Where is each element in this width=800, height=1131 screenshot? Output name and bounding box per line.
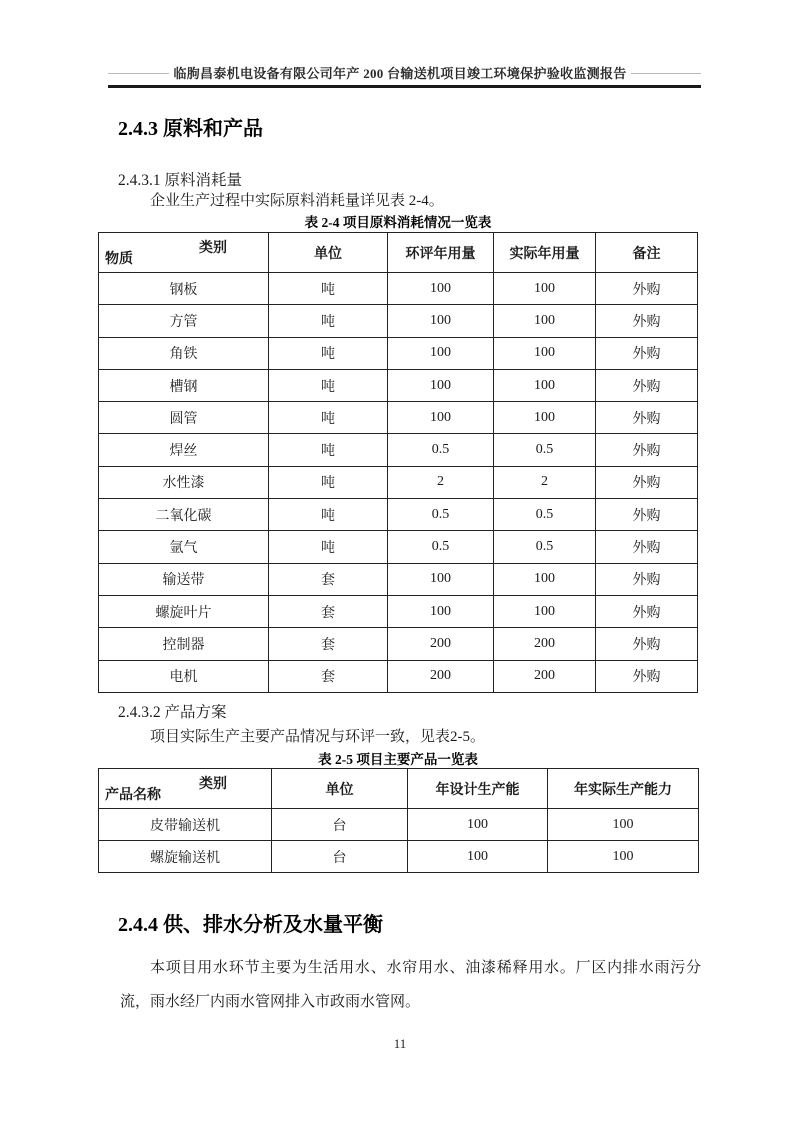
heading-2-4-3-2: 2.4.3.2 产品方案 [118,704,227,721]
table-cell: 套 [269,628,388,660]
heading-2-4-3-1: 2.4.3.1 原料消耗量 [118,172,243,189]
table-2-4-header-remark: 备注 [596,233,698,273]
table-cell: 吨 [269,369,388,401]
table-cell: 外购 [596,660,698,692]
table-2-5-header-unit: 单位 [272,769,408,809]
heading-2-4-3: 2.4.3 原料和产品 [118,118,263,140]
table-cell: 100 [408,841,548,873]
table-2-5-corner-cell [99,769,272,809]
table-2-4-corner-cell [99,233,269,273]
document-header-title-text: 临朐昌泰机电设备有限公司年产 200 台输送机项目竣工环境保护验收监测报告 [169,66,630,81]
document-header-title [10,66,790,82]
table-row [99,337,698,369]
table-cell: 电机 [99,660,269,692]
table-cell: 100 [494,305,596,337]
table-cell: 200 [494,660,596,692]
header-rule [108,85,701,88]
table-cell: 100 [388,337,494,369]
table-row [99,434,698,466]
table-cell: 0.5 [494,434,596,466]
table-cell: 外购 [596,466,698,498]
table-cell: 吨 [269,466,388,498]
table-cell: 100 [408,809,548,841]
table-cell: 套 [269,595,388,627]
table-2-5-header-design-capacity: 年设计生产能 [408,769,548,809]
table-2-4-raw-materials [98,232,698,693]
paragraph-product-plan: 项目实际生产主要产品情况与环评一致，见表2-5。 [150,729,485,745]
table-cell: 0.5 [388,531,494,563]
table-cell: 0.5 [494,499,596,531]
table-cell: 氩气 [99,531,269,563]
table-cell: 100 [494,337,596,369]
table-row [99,595,698,627]
table-row [99,499,698,531]
table-cell: 100 [388,563,494,595]
table-row [99,660,698,692]
table-cell: 套 [269,563,388,595]
table-cell: 外购 [596,369,698,401]
table-cell: 外购 [596,434,698,466]
table-2-4-header-eia-annual: 环评年用量 [388,233,494,273]
table-2-4-header-row [99,233,698,273]
table-2-5-main-products [98,768,699,873]
table-cell: 0.5 [388,434,494,466]
table-cell: 100 [494,273,596,305]
table-cell: 外购 [596,628,698,660]
table-cell: 100 [548,809,699,841]
table-2-5-header-row [99,769,699,809]
table-2-4-header-unit: 单位 [269,233,388,273]
table-cell: 外购 [596,595,698,627]
table-cell: 100 [388,305,494,337]
table-cell: 台 [272,809,408,841]
paragraph-water-supply-drainage: 本项目用水环节主要为生活用水、水帘用水、油漆稀释用水。厂区内排水雨污分流，雨水经厂内雨水管网排入市政雨水管网。 [120,960,701,1010]
table-cell: 外购 [596,531,698,563]
heading-2-4-4: 2.4.4 供、排水分析及水量平衡 [118,914,383,936]
table-cell: 外购 [596,402,698,434]
table-cell: 0.5 [494,531,596,563]
table-cell: 吨 [269,305,388,337]
corner-label-product-name: 产品名称 [105,788,161,803]
table-cell: 200 [388,628,494,660]
table-cell: 100 [494,595,596,627]
table-cell: 2 [388,466,494,498]
table-row [99,563,698,595]
table-cell: 外购 [596,337,698,369]
corner-label-category: 类别 [199,241,227,256]
table-row [99,628,698,660]
table-cell: 圆管 [99,402,269,434]
table-row [99,369,698,401]
paragraph-raw-material-consumption: 企业生产过程中实际原料消耗量详见表 2-4。 [150,193,444,209]
table-cell: 二氧化碳 [99,499,269,531]
table-cell: 钢板 [99,273,269,305]
table-cell: 套 [269,660,388,692]
table-cell: 外购 [596,563,698,595]
table-cell: 吨 [269,337,388,369]
table-cell: 螺旋叶片 [99,595,269,627]
table-row [99,841,699,873]
table-cell: 皮带输送机 [99,809,272,841]
page-number: 11 [393,1036,407,1051]
table-cell: 100 [388,273,494,305]
table-row [99,809,699,841]
corner-label-category: 类别 [199,777,227,792]
table-cell: 吨 [269,531,388,563]
table-cell: 200 [388,660,494,692]
table-row [99,402,698,434]
table-cell: 100 [494,369,596,401]
table-cell: 外购 [596,305,698,337]
table-2-4-header-actual-annual: 实际年用量 [494,233,596,273]
table-cell: 方管 [99,305,269,337]
table-cell: 外购 [596,499,698,531]
table-cell: 外购 [596,273,698,305]
table-cell: 吨 [269,499,388,531]
table-cell: 100 [494,563,596,595]
table-cell: 吨 [269,434,388,466]
table-row [99,305,698,337]
table-cell: 槽钢 [99,369,269,401]
table-cell: 台 [272,841,408,873]
table-cell: 100 [494,402,596,434]
table-cell: 100 [388,402,494,434]
table-cell: 焊丝 [99,434,269,466]
table-cell: 输送带 [99,563,269,595]
table-cell: 200 [494,628,596,660]
corner-label-substance: 物质 [105,252,133,267]
table-cell: 角铁 [99,337,269,369]
table-cell: 100 [388,595,494,627]
table-cell: 螺旋输送机 [99,841,272,873]
table-cell: 水性漆 [99,466,269,498]
table-cell: 2 [494,466,596,498]
table-cell: 控制器 [99,628,269,660]
table-cell: 吨 [269,273,388,305]
table-row [99,273,698,305]
table-cell: 0.5 [388,499,494,531]
table-row [99,466,698,498]
table-cell: 100 [548,841,699,873]
table-cell: 吨 [269,402,388,434]
table-row [99,531,698,563]
table-2-5-header-actual-capacity: 年实际生产能力 [548,769,699,809]
table-2-5-caption: 表 2-5 项目主要产品一览表 [318,752,478,767]
table-2-4-caption: 表 2-4 项目原料消耗情况一览表 [304,215,492,230]
table-cell: 100 [388,369,494,401]
